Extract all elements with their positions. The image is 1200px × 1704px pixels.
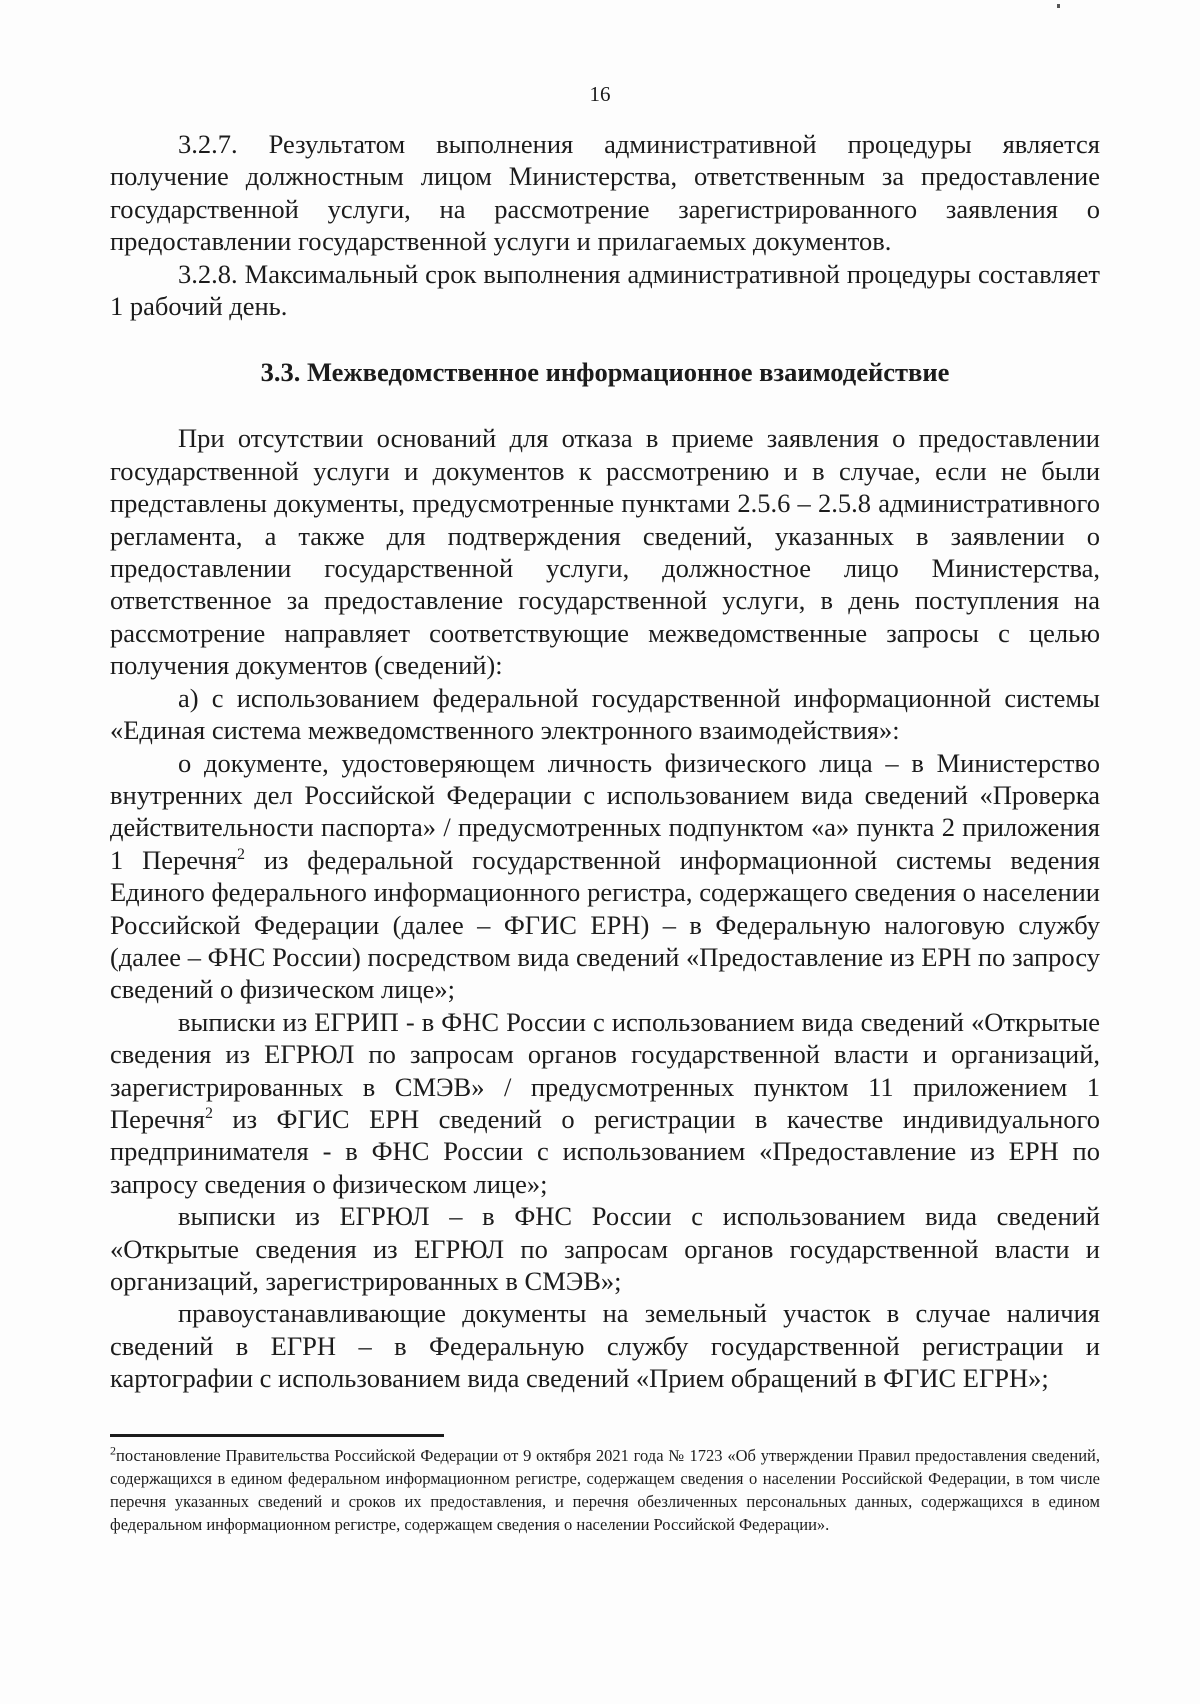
scan-speck <box>1057 4 1060 8</box>
paragraph-3-2-7: 3.2.7. Результатом выполнения административной процедуры является получение должностным лицом Министерства, ответственным за предоставление государственной услуги, на рассмотрение зарегистрированного заявления о предоставлении государственной услуги и прилагаемых документов. <box>110 129 1100 257</box>
paragraph-item-a: а) с использованием федеральной государственной информационной системы «Единая система межведомственного электронного взаимодействия»: <box>110 682 1100 746</box>
footnote-ref: 2 <box>204 1105 213 1123</box>
paragraph-identity-document <box>110 747 1100 1006</box>
paragraph-egrip-extract <box>110 1006 1100 1200</box>
footnote-ref: 2 <box>237 845 246 863</box>
footnote <box>110 1444 1100 1536</box>
paragraph-egrul-extract: выписки из ЕГРЮЛ – в ФНС России с использованием вида сведений «Открытые сведения из ЕГРЮЛ по запросам органов государственной власти и организаций, зарегистрированных в СМЭВ»; <box>110 1201 1100 1296</box>
egrip-text-2: из ФГИС ЕРН сведений о регистрации в качестве индивидуального предпринимателя - в ФНС России с использованием «Предоставление из ЕРН по запросу сведения о физическом лице»; <box>110 1103 1100 1199</box>
section-heading-3-3: 3.3. Межведомственное информационное взаимодействие <box>260 357 950 388</box>
footnote-text: постановление Правительства Российской Федерации от 9 октября 2021 года № 1723 «Об утверждении Правил предоставления сведений, содержащихся в едином федеральном информационном регистре, содержащем сведения о населении Российской Федерации, в том числе перечня указанных сведений и сроков их предоставления, и перечня обезличенных персональных данных, содержащихся в едином федеральном информационном регистре, содержащем сведения о населении Российской Федерации». <box>110 1446 1100 1534</box>
footnote-divider <box>110 1434 444 1437</box>
paragraph-land-documents: правоустанавливающие документы на земельный участок в случае наличия сведений в ЕГРН – в Федеральную службу государственной регистрации и картографии с использованием вида сведений «Прием обращений в ФГИС ЕГРН»; <box>110 1298 1100 1394</box>
paragraph-3-2-8: 3.2.8. Максимальный срок выполнения административной процедуры составляет 1 рабочий день. <box>110 258 1100 322</box>
body-text <box>110 128 1100 1395</box>
paragraph-intro: При отсутствии оснований для отказа в приеме заявления о предоставлении государственной услуги и документов к рассмотрению и в случае, если не были представлены документы, предусмотренные пунктами 2.5.6 – 2.5.8 административного регламента, а также для подтверждения сведений, указанных в заявлении о предоставлении государственной услуги, должностное лицо Министерства, ответственное за предоставление государственной услуги, в день поступления на рассмотрение направляет соответствующие межведомственные запросы с целью получения документов (сведений): <box>110 423 1100 681</box>
identity-document-text-1: о документе, удостоверяющем личность физического лица – в Министерство внутренних дел Российской Федерации с использованием вида сведений «Проверка действительности паспорта» / предусмотренных подпунктом «а» пункта 2 приложения 1 Перечня <box>110 747 1100 875</box>
identity-document-text-2: из федеральной государственной информационной системы ведения Единого федерального информационного регистра, содержащего сведения о населении Российской Федерации (далее – ФГИС ЕРН) – в Федеральную налоговую службу (далее – ФНС России) посредством вида сведений «Предоставление из ЕРН по запросу сведений о физическом лице»; <box>110 844 1100 1005</box>
footnote-marker: 2 <box>110 1443 116 1458</box>
page-number: 16 <box>589 82 611 106</box>
egrip-text-1: выписки из ЕГРИП - в ФНС России с использованием вида сведений «Открытые сведения из ЕГРЮЛ по запросам органов государственной власти и организаций, зарегистрированных в СМЭВ» / предусмотренных пунктом 11 приложением 1 Перечня <box>110 1006 1100 1134</box>
